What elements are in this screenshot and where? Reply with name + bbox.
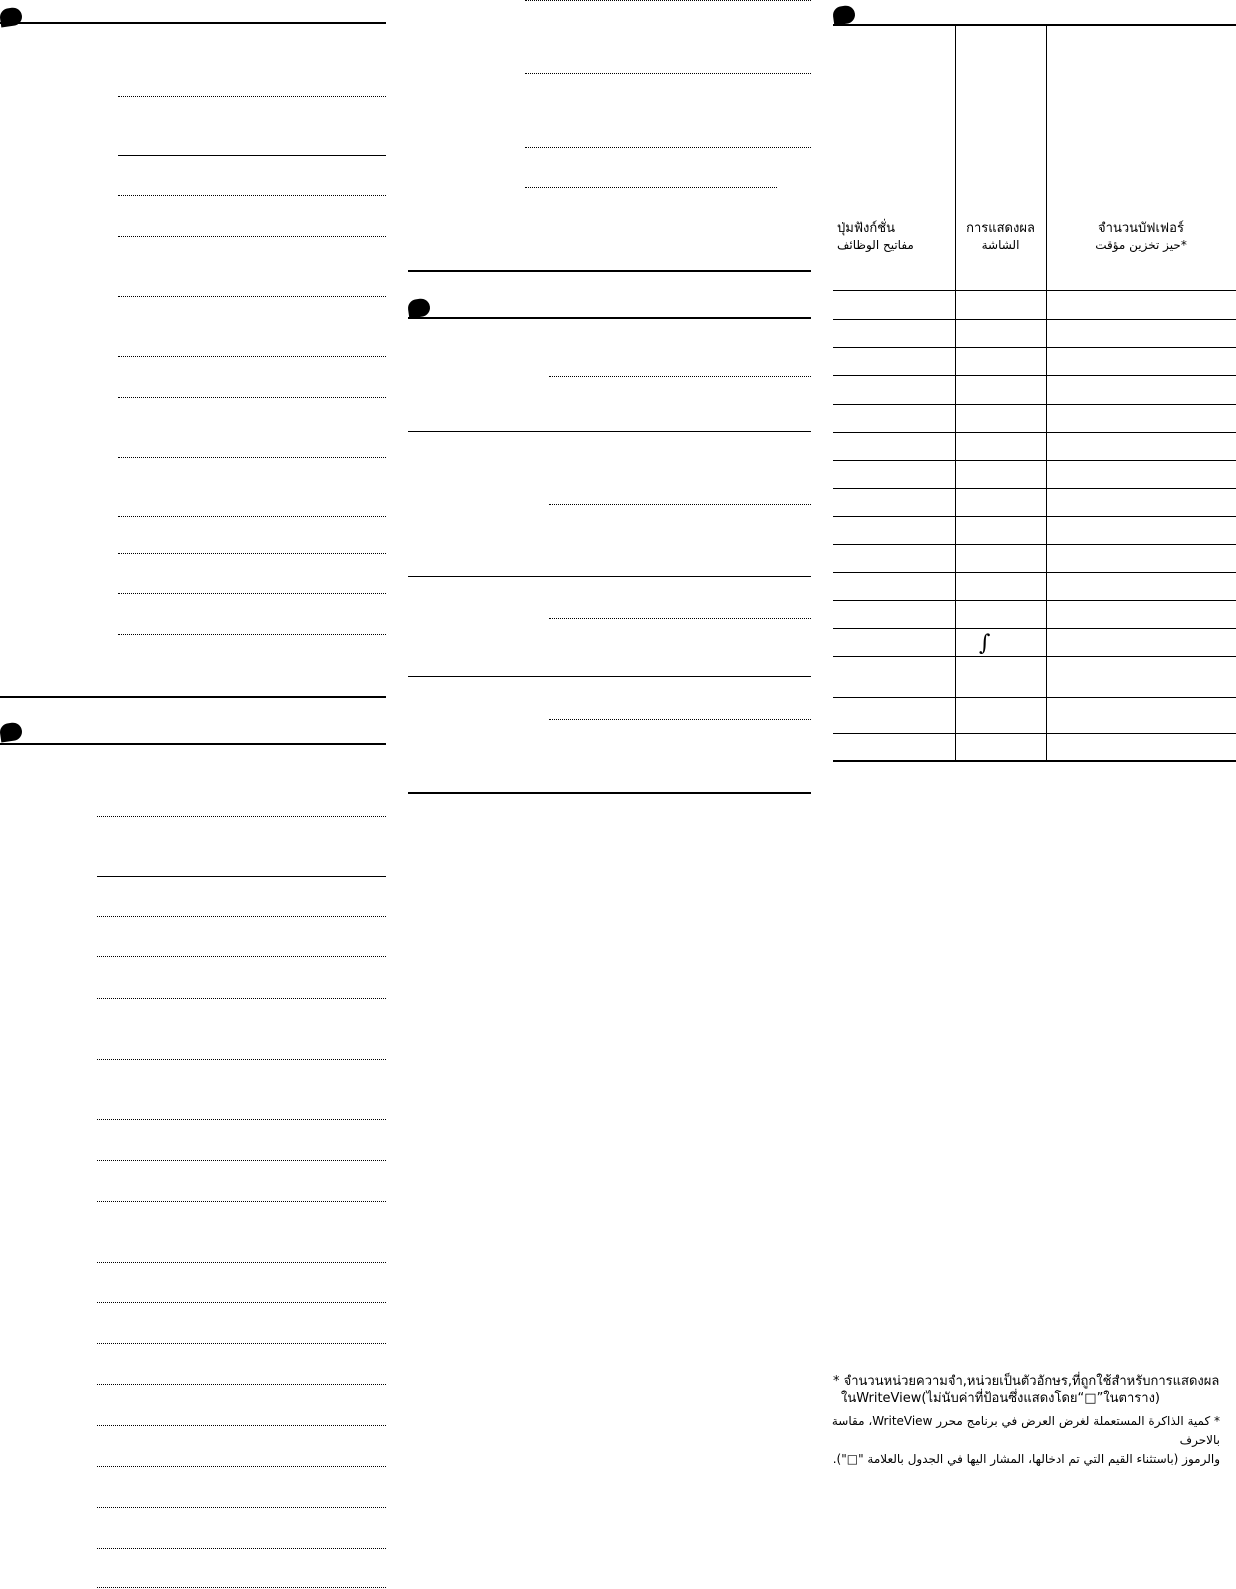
footnote-arabic-line: * كمية الذاكرة المستعملة لغرض العرض في برنامج محرر WriteView، مقاسة بالاحرف xyxy=(831,1414,1220,1447)
table-row-line xyxy=(833,628,1236,629)
section-end-rule xyxy=(0,696,386,698)
dotted-line xyxy=(118,593,386,594)
header-arabic-label: الشاشة xyxy=(981,238,1020,252)
table-row-line xyxy=(833,347,1236,348)
solid-line xyxy=(97,876,386,877)
dotted-line xyxy=(97,1384,386,1385)
table-row-line xyxy=(833,375,1236,376)
dotted-line xyxy=(118,195,386,196)
dotted-line xyxy=(118,356,386,357)
section-bullet-icon xyxy=(0,722,23,743)
dotted-line xyxy=(97,816,386,817)
section-rule xyxy=(408,317,811,319)
section-rule xyxy=(0,743,386,745)
section-rule xyxy=(0,22,386,24)
header-arabic-label: حيز تخزين مؤقت* xyxy=(1095,238,1187,252)
section-end-rule xyxy=(408,270,811,272)
table-row-line xyxy=(833,319,1236,320)
dotted-line xyxy=(97,1059,386,1060)
header-display xyxy=(955,221,1046,253)
dotted-line xyxy=(549,719,811,720)
header-arabic-label: مفاتيح الوظائف xyxy=(837,238,914,252)
dotted-line xyxy=(97,1119,386,1120)
section-bullet-icon xyxy=(407,298,431,319)
table-row-line xyxy=(833,697,1236,698)
section-end-rule xyxy=(408,792,811,794)
dotted-line xyxy=(118,397,386,398)
solid-line xyxy=(408,676,811,677)
dotted-line xyxy=(118,634,386,635)
dotted-line xyxy=(549,618,811,619)
table-row-line xyxy=(833,516,1236,517)
dotted-line xyxy=(97,1302,386,1303)
dotted-line xyxy=(97,1548,386,1549)
table-row-line xyxy=(833,600,1236,601)
section-bullet-icon xyxy=(0,7,23,28)
table-row-line xyxy=(833,572,1236,573)
solid-line xyxy=(408,576,811,577)
table-row-line xyxy=(833,432,1236,433)
table-bottom-rule xyxy=(833,760,1236,762)
dotted-line xyxy=(97,916,386,917)
table-row-line xyxy=(833,488,1236,489)
dotted-line xyxy=(525,0,811,1)
header-buffer xyxy=(1046,221,1236,253)
solid-line xyxy=(118,155,386,156)
dotted-line xyxy=(525,147,811,148)
footnote-thai-line: ในWriteView(ไม่นับค่าที่ป้อนซึ่งแสดงโดย“□”ในตาราง) xyxy=(841,1391,1160,1406)
table-row-line xyxy=(833,404,1236,405)
integral-symbol: ∫ xyxy=(979,631,991,656)
header-thai-label: การแสดงผล xyxy=(966,221,1035,236)
dotted-line xyxy=(97,1466,386,1467)
footnote-arabic-line: والرموز (باستثناء القيم التي تم ادخالها، المشار اليها في الجدول بالعلامة "□"). xyxy=(832,1452,1220,1466)
dotted-line xyxy=(97,1160,386,1161)
solid-line xyxy=(408,431,811,432)
section-bullet-icon xyxy=(832,5,856,26)
dotted-line xyxy=(118,296,386,297)
table-row-line xyxy=(833,544,1236,545)
table-row-line xyxy=(833,733,1236,734)
dotted-line xyxy=(97,1262,386,1263)
dotted-line xyxy=(549,504,811,505)
dotted-line xyxy=(525,73,811,74)
footnote-arabic xyxy=(828,1412,1220,1469)
dotted-line xyxy=(118,553,386,554)
table-row-line xyxy=(833,656,1236,657)
header-function-keys xyxy=(837,221,952,253)
buffer-table xyxy=(833,26,1236,762)
dotted-line xyxy=(97,998,386,999)
table-row-line xyxy=(833,460,1236,461)
dotted-line xyxy=(97,1425,386,1426)
dotted-line xyxy=(118,457,386,458)
dotted-line xyxy=(97,956,386,957)
header-thai-label: จำนวนบัฟเฟอร์ xyxy=(1098,221,1184,236)
footnote-thai xyxy=(833,1373,1236,1407)
table-row-line xyxy=(833,290,1236,291)
dotted-line xyxy=(525,187,777,188)
dotted-line xyxy=(118,236,386,237)
header-thai-label: ปุ่มฟังก์ชั่น xyxy=(837,221,895,236)
dotted-line xyxy=(118,516,386,517)
dotted-line xyxy=(97,1587,386,1588)
table-divider xyxy=(955,26,956,762)
footnote-thai-line: * จำนวนหน่วยความจำ,หน่วยเป็นตัวอักษร,ที่ถูกใช้สำหรับการแสดงผล xyxy=(833,1374,1220,1389)
dotted-line xyxy=(97,1343,386,1344)
table-divider xyxy=(1046,26,1047,762)
dotted-line xyxy=(97,1507,386,1508)
dotted-line xyxy=(97,1201,386,1202)
dotted-line xyxy=(549,376,811,377)
dotted-line xyxy=(118,96,386,97)
